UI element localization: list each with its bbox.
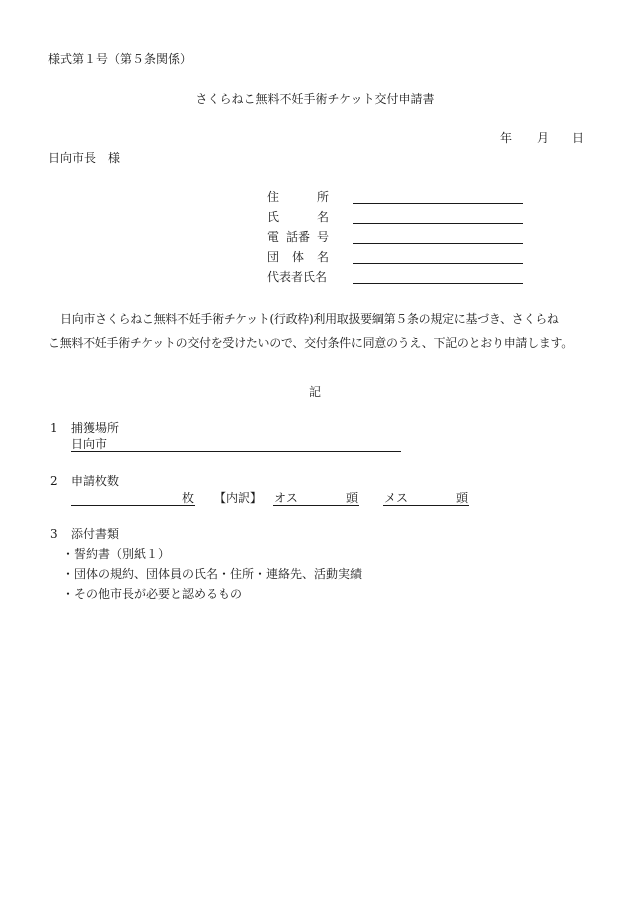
section-1-number: 1 (50, 421, 58, 435)
male-unit: 頭 (346, 491, 359, 505)
male-count-line[interactable] (273, 505, 359, 506)
section-2-title: 申請枚数 (71, 474, 120, 488)
breakdown-label: 【内訳】 (214, 491, 263, 505)
phone-line[interactable] (353, 243, 523, 244)
addressee: 日向市長 様 (48, 151, 121, 165)
attachment-item: ・誓約書（別紙１） (62, 547, 171, 561)
ticket-count-unit: 枚 (182, 491, 195, 505)
ticket-count-line[interactable] (71, 505, 195, 506)
field-label-organization: 団 体 名 (267, 250, 329, 264)
ki-heading: 記 (308, 385, 321, 399)
female-count-line[interactable] (383, 505, 469, 506)
attachment-item: ・その他市長が必要と認めるもの (62, 587, 243, 601)
organization-line[interactable] (353, 263, 523, 264)
field-label-representative: 代表者氏名 (267, 270, 328, 284)
male-label: オス (274, 491, 298, 505)
section-1-title: 捕獲場所 (71, 421, 120, 435)
section-3-number: 3 (50, 527, 58, 541)
body-line-2: こ無料不妊手術チケットの交付を受けたいので、交付条件に同意のうえ、下記のとおり申請します。 (48, 336, 573, 350)
form-title: さくらねこ無料不妊手術チケット交付申請書 (195, 92, 435, 106)
address-line[interactable] (353, 203, 523, 204)
female-label: メス (384, 491, 409, 505)
capture-location-line[interactable] (71, 451, 401, 452)
female-unit: 頭 (456, 491, 469, 505)
body-line-1: 日向市さくらねこ無料不妊手術チケット(行政枠)利用取扱要綱第５条の規定に基づき、さくらね (60, 312, 559, 326)
section-2-number: 2 (50, 474, 58, 488)
date-day: 日 (572, 131, 585, 145)
attachment-item: ・団体の規約、団体員の氏名・住所・連絡先、活動実績 (62, 567, 363, 581)
field-label-address: 住 所 (267, 190, 329, 204)
capture-location-value: 日向市 (71, 437, 108, 451)
representative-line[interactable] (353, 283, 523, 284)
name-line[interactable] (353, 223, 523, 224)
field-label-name: 氏 名 (267, 210, 329, 224)
field-label-phone: 電 話番 号 (267, 230, 329, 244)
date-year: 年 (500, 131, 513, 145)
date-month: 月 (537, 131, 550, 145)
section-3-title: 添付書類 (71, 527, 120, 541)
form-number: 様式第１号（第５条関係） (48, 52, 193, 66)
body-paragraph (48, 307, 588, 355)
